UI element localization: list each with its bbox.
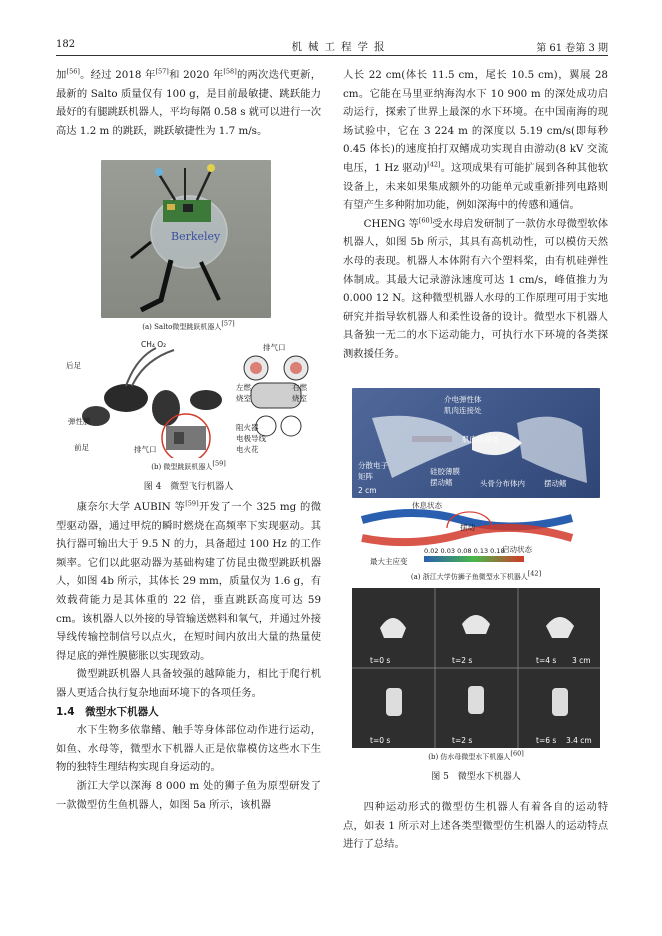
micro-jumper-illustration xyxy=(56,338,321,458)
label-front-leg: 前足 xyxy=(74,443,89,452)
left-para-4: 水下生物多依靠鳍、触手等身体部位动作进行运动，如鱼、水母等，微型水下机器人正是依靠模仿这些水下生物的独特生理结构实现自身运动的。 xyxy=(56,724,321,774)
label-head-body: 头骨分布体内 xyxy=(480,479,525,488)
jellyfish-sequence xyxy=(352,588,600,748)
journal-title: 机械工程学报 xyxy=(291,41,391,53)
section-heading: 1.4 微型水下机器人 xyxy=(56,705,159,718)
fig5b-caption: (b) 仿水母微型水下机器人[60] xyxy=(428,749,524,761)
page-number: 182 xyxy=(56,39,76,50)
right-para-1: 人长 22 cm(体长 11.5 cm，尾长 10.5 cm)，翼展 28 cm。它能在马里亚纳海沟水下 10 900 m 的深处成功启动运行，探索了世界上最深的水下环境。在中国南海的现场试验中，它在 3 224 m 的深度以 5.19 cm/s(即每秒 0.45 体长)的速度拍打双鳍成功实现自由游动(8 kV 交流电压，1 Hz 驱动)[42]。这项成果有可能扩展到各种其他软设备上，未来如果集成额外的功能单元或重新排列电路则有望产生多种附加功能，例如深海中的传感和通信。 xyxy=(343,69,608,212)
label-left-chamber: 左燃 烧室 xyxy=(236,383,251,403)
label-exhaust-bottom: 排气口 xyxy=(134,445,157,454)
fig5-title: 图 5 微型水下机器人 xyxy=(431,772,521,782)
label-right-chamber: 右燃 烧室 xyxy=(292,383,307,403)
figure-5 xyxy=(352,388,600,783)
scale-label-top: 3 cm xyxy=(572,656,591,665)
left-column-lower xyxy=(56,498,321,814)
fig5a-caption: (a) 浙江大学仿狮子鱼微型水下机器人[42] xyxy=(410,569,542,581)
left-column xyxy=(56,66,321,140)
label-start-state: 启动状态 xyxy=(502,545,532,554)
label-swing: 摆动 xyxy=(460,523,475,532)
label-muscle-joint: 肌肉连接处 xyxy=(462,435,500,444)
label-strain-ticks: 0.02 0.03 0.08 0.13 0.18 xyxy=(424,547,505,555)
fig4b-caption: (b) 微型跳跃机器人[59] xyxy=(151,459,226,471)
jellyfish-illustration xyxy=(352,588,600,748)
berkeley-text: Berkeley xyxy=(171,230,221,243)
label-flapping-fin: 摆动鳍 xyxy=(544,479,567,488)
label-ch4-o2: CH₄ O₂ xyxy=(141,340,167,349)
micro-jumper-diagram xyxy=(56,338,321,458)
label-elastic-membrane: 弹性膜 xyxy=(68,417,91,426)
label-flame-arrestor: 阻火器 xyxy=(236,423,259,432)
lion-fish-robot-photo xyxy=(352,388,600,498)
scale-label-bottom: 3.4 cm xyxy=(566,736,592,745)
time-label-top-2: t=4 s xyxy=(536,656,557,665)
label-silicone-fin: 硅胶薄膜 摆动鳍 xyxy=(430,467,460,487)
left-para-1: 加[56]。经过 2018 年[57]和 2020 年[58]的两次迭代更新，最新的 Salto 质量仅有 100 g，是目前最敏捷、跳跃能力最好的有腿跳跃机器人，平均每隔 0.58 s 就可以进行一次高达 1.2 m 的跳跃，跳跃敏捷性为 1.7 m/s。 xyxy=(56,67,322,137)
label-electrode-wire: 电极导线 xyxy=(236,434,266,443)
label-dielectric: 介电弹性体 肌肉连接处 xyxy=(444,395,482,415)
right-column xyxy=(343,66,608,364)
strain-diagram xyxy=(352,500,600,570)
right-para-3: 四种运动形式的微型仿生机器人有着各自的运动特点，如表 1 所示对上述各类型微型仿生机器人的运动特点进行了总结。 xyxy=(343,801,608,851)
time-label-top-0: t=0 s xyxy=(370,656,391,665)
time-label-bottom-2: t=6 s xyxy=(536,736,557,745)
fig4a-caption: (a) Salto微型跳跃机器人[57] xyxy=(142,319,235,331)
salto-robot-photo xyxy=(101,160,271,318)
time-label-top-1: t=2 s xyxy=(452,656,473,665)
left-para-5: 浙江大学以深海 8 000 m 处的狮子鱼为原型研发了一款微型仿生鱼机器人，如图 5a 所示，该机器 xyxy=(56,779,321,811)
time-label-bottom-1: t=2 s xyxy=(452,736,473,745)
label-max-strain: 最大主应变 xyxy=(370,557,408,566)
salto-robot-illustration xyxy=(101,160,271,318)
fig4-title: 图 4 微型飞行机器人 xyxy=(143,482,234,492)
time-label-bottom-0: t=0 s xyxy=(370,736,391,745)
page-header xyxy=(56,36,608,56)
right-para-2: CHENG 等[60]受水母启发研制了一款仿水母微型软体机器人，如图 5b 所示，其具有高机动性，可以模仿天然水母的表现。机器人本体附有六个塑料桨，由有机硅弹性体制成。其最大记录游泳速度可达 1 cm/s，峰值推力为 0.000 12 N。这种微型机器人水母的工作原理可用于实地研究并指导软机器人和柔性设备的设计。微型水下机器人具备独一无二的水下运动能力，可执行水下环境的各类探测救援任务。 xyxy=(343,216,609,360)
label-scale-2cm: 2 cm xyxy=(358,486,377,495)
label-hind-leg: 后足 xyxy=(66,361,81,370)
label-exhaust-top: 排气口 xyxy=(263,343,286,352)
label-distributed-electronics: 分散电子 矩阵 xyxy=(358,461,388,481)
figure-4 xyxy=(56,160,321,490)
left-para-3: 微型跳跃机器人具备较强的越障能力，相比于爬行机器人更适合执行复杂地面环境下的各项任务。 xyxy=(56,668,321,699)
right-column-lower xyxy=(343,798,608,854)
label-rest-state: 休息状态 xyxy=(412,501,442,510)
issue-label: 第 61 卷第 3 期 xyxy=(536,43,608,54)
label-spark: 电火花 xyxy=(236,445,259,454)
left-para-2: 康奈尔大学 AUBIN 等[59]开发了一个 325 mg 的微型驱动器，通过甲烷的瞬时燃烧在高频率下实现驱动。其执行器可输出大于 9.5 N 的力，具备超过 100 Hz 的工作频率。它们以此驱动器为基础构建了仿昆虫微型跳跃机器人，如图 4b 所示，其体长 29 mm，质量仅为 1.6 g，有效载荷能力是其体重的 22 倍，垂直跳跃高度可达 59 cm。该机器人以外接的导管输送燃料和氧气，并通过外接导线传输控制信号以点火，在短时间内放出大量的热量使得足底的弹性膜膨胀以实现致动。 xyxy=(56,499,321,662)
